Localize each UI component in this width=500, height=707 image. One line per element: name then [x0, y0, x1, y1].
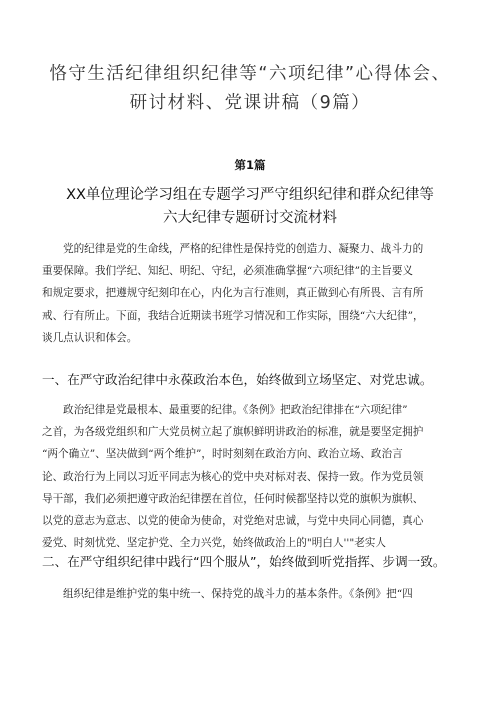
article-title-line: XX单位理论学习组在专题学习严守组织纪律和群众纪律等 [66, 187, 434, 203]
paragraph-line: 和规定要求，把遵规守纪刻印在心，内化为言行准则，真正做到心有所畏、言有所 [42, 287, 424, 300]
article-title [30, 184, 470, 230]
paragraph-line: 政治纪律是党最根本、最重要的纪律。《条例》把政治纪律排在“六项纪律” [63, 404, 408, 416]
paragraph-line: 戒、行有所止。下面，我结合近期读书班学习情况和工作实际，围绕“六大纪律”， [42, 309, 424, 322]
article-title-line: 六大纪律专题研讨交流材料 [163, 210, 337, 226]
section-heading-organizational: 二、在严守组织纪律中践行“四个服从”，始终做到听党指挥、步调一致。 [42, 554, 446, 569]
paragraph-line: 重要保障。我们学纪、知纪、明纪、守纪，必须准确掌握“六项纪律”的主旨要义 [42, 265, 414, 278]
paragraph-line: 党的纪律是党的生命线，严格的纪律性是保持党的创造力、凝聚力、战斗力的 [63, 243, 424, 255]
paragraph-line: 谈几点认识和体会。 [42, 331, 138, 344]
paragraph-line: “两个确立”、坚决做到“两个维护”，时时刻刻在政治方向、政治立场、政治言 [42, 448, 403, 461]
paragraph-line: 以党的意志为意志、以党的使命为使命，对党绝对忠诚，与党中央同心同德，真心 [42, 515, 424, 528]
political-discipline-paragraph [42, 399, 462, 554]
document-title-line: 恪守生活纪律组织纪律等“六项纪律”心得体会、 [49, 64, 451, 84]
paragraph-line: 导干部，我们必须把遵守政治纪律摆在首位，任何时候都坚持以党的旗帜为旗帜、 [42, 492, 424, 505]
intro-paragraph [42, 238, 462, 349]
paragraph-line: 爱党、时刻忧党、坚定护党、全力兴党，始终做政治上的"明白人''"老实人 [42, 537, 386, 550]
document-title [40, 60, 460, 118]
section-heading-political: 一、在严守政治纪律中永葆政治本色，始终做到立场坚定、对党忠诚。 [42, 372, 433, 387]
paragraph-line: 组织纪律是维护党的集中统一、保持党的战斗力的基本条件。《条例》把“四 [63, 588, 413, 600]
paragraph-line: 论、政治行为上同以习近平同志为核心的党中央对标对表、保持一致。作为党员领 [42, 470, 424, 483]
document-title-line: 研讨材料、党课讲稿（9篇） [129, 93, 371, 113]
paragraph-line: 之首，为各级党组织和广大党员树立起了旗帜鲜明讲政治的标准，就是要坚定拥护 [42, 426, 424, 439]
organizational-discipline-paragraph [42, 583, 462, 605]
part-label: 第1篇 [234, 158, 266, 172]
